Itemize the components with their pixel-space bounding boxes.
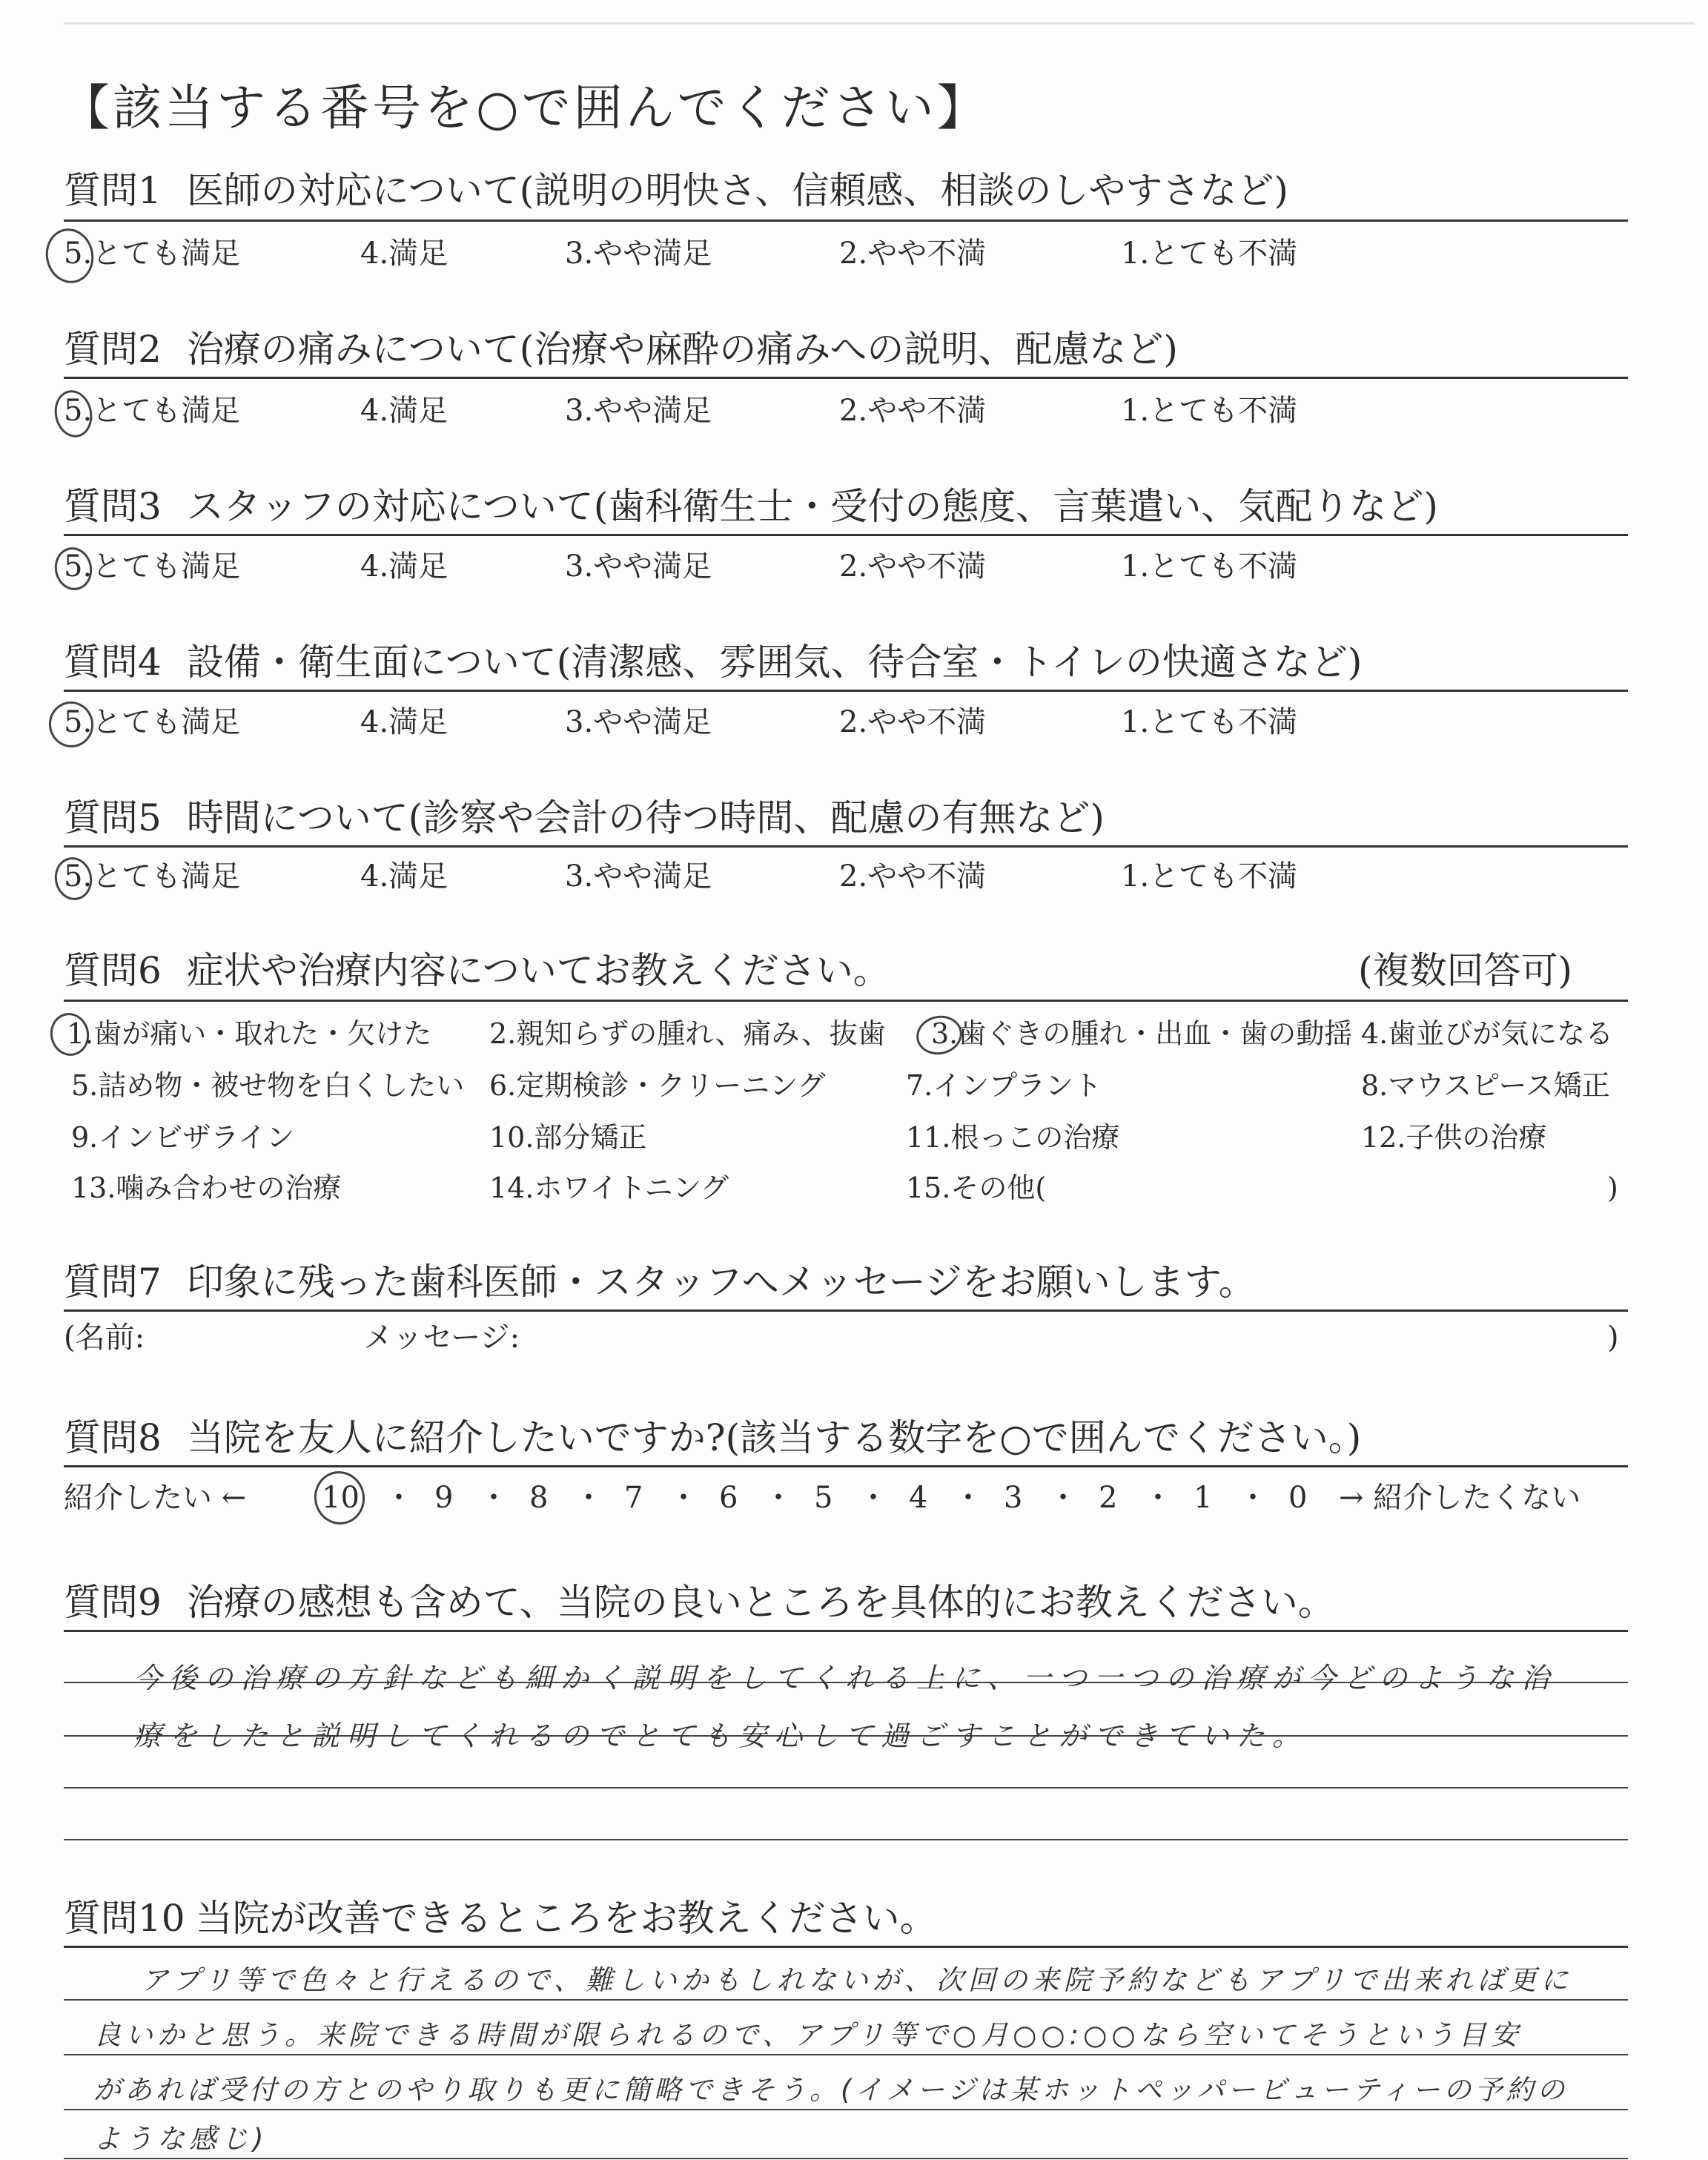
scale-6[interactable]: 6 bbox=[719, 1481, 738, 1515]
scale-8[interactable]: 8 bbox=[529, 1481, 549, 1515]
option-somewhat-satisfied[interactable]: 3.やや満足 bbox=[565, 705, 712, 739]
option-somewhat-dissatisfied[interactable]: 2.やや不満 bbox=[839, 705, 987, 739]
question-text: 症状や治療内容についてお教えください。 bbox=[186, 949, 890, 992]
question-number: 質問3 bbox=[64, 485, 162, 528]
message-label: メッセージ: bbox=[363, 1321, 520, 1355]
option-somewhat-satisfied[interactable]: 3.やや満足 bbox=[565, 394, 712, 428]
question-5-options bbox=[64, 854, 1628, 899]
question-text: 印象に残った歯科医師・スタッフへメッセージをお願いします。 bbox=[186, 1261, 1256, 1304]
recommend-scale bbox=[64, 1476, 1628, 1520]
question-4-options bbox=[64, 700, 1628, 744]
scale-10[interactable]: 10 bbox=[322, 1481, 360, 1515]
symptom-option-10[interactable]: 10.部分矯正 bbox=[489, 1121, 647, 1154]
scale-7[interactable]: 7 bbox=[624, 1481, 643, 1515]
option-satisfied[interactable]: 4.満足 bbox=[360, 705, 448, 739]
option-very-satisfied[interactable]: 5.とても満足 bbox=[64, 394, 241, 428]
question-number: 質問5 bbox=[64, 796, 162, 839]
question-text: 当院が改善できるところをお教えください。 bbox=[195, 1897, 937, 1940]
symptom-option-8[interactable]: 8.マウスピース矯正 bbox=[1361, 1069, 1610, 1102]
scale-right-label: → 紹介したくない bbox=[1339, 1481, 1581, 1515]
symptom-option-7[interactable]: 7.インプラント bbox=[906, 1069, 1102, 1102]
scale-dot: ・ bbox=[479, 1481, 509, 1515]
question-rule bbox=[64, 1630, 1628, 1632]
q10-answer-line-4: ような感じ) bbox=[93, 2123, 268, 2155]
scale-1[interactable]: 1 bbox=[1194, 1481, 1213, 1515]
option-somewhat-dissatisfied[interactable]: 2.やや不満 bbox=[839, 237, 987, 271]
question-rule bbox=[64, 1000, 1628, 1002]
question-1-title bbox=[64, 169, 1288, 212]
answer-line bbox=[64, 2054, 1628, 2055]
symptom-option-5[interactable]: 5.詰め物・被せ物を白くしたい bbox=[71, 1069, 465, 1102]
question-rule bbox=[64, 219, 1628, 222]
answer-line bbox=[64, 1787, 1628, 1789]
option-very-dissatisfied[interactable]: 1.とても不満 bbox=[1121, 549, 1298, 584]
question-3-title bbox=[64, 485, 1438, 528]
symptom-option-14[interactable]: 14.ホワイトニング bbox=[489, 1172, 729, 1204]
symptom-option-13[interactable]: 13.噛み合わせの治療 bbox=[71, 1172, 342, 1204]
question-3-options bbox=[64, 544, 1628, 589]
question-rule bbox=[64, 377, 1628, 379]
question-8-title bbox=[64, 1416, 1362, 1459]
question-number: 質問10 bbox=[64, 1897, 185, 1940]
answer-line bbox=[64, 2109, 1628, 2110]
option-very-dissatisfied[interactable]: 1.とても不満 bbox=[1121, 705, 1298, 739]
question-rule bbox=[64, 1946, 1628, 1948]
question-text: 治療の感想も含めて、当院の良いところを具体的にお教えください。 bbox=[186, 1581, 1335, 1624]
scale-0[interactable]: 0 bbox=[1288, 1481, 1308, 1515]
question-1-options bbox=[64, 231, 1628, 276]
option-very-satisfied[interactable]: 5.とても満足 bbox=[64, 859, 241, 894]
question-5-title bbox=[64, 796, 1105, 839]
symptom-option-2[interactable]: 2.親知らずの腫れ、痛み、抜歯 bbox=[489, 1017, 886, 1050]
question-text: 設備・衛生面について(清潔感、雰囲気、待合室・トイレの快適さなど) bbox=[186, 641, 1363, 684]
symptom-option-11[interactable]: 11.根っこの治療 bbox=[906, 1121, 1120, 1154]
option-very-dissatisfied[interactable]: 1.とても不満 bbox=[1121, 237, 1298, 271]
scale-9[interactable]: 9 bbox=[434, 1481, 454, 1515]
option-somewhat-dissatisfied[interactable]: 2.やや不満 bbox=[839, 549, 987, 584]
question-number: 質問8 bbox=[64, 1416, 162, 1459]
question-rule bbox=[64, 1309, 1628, 1312]
option-somewhat-dissatisfied[interactable]: 2.やや不満 bbox=[839, 394, 987, 428]
question-2-options bbox=[64, 389, 1628, 433]
scale-dot: ・ bbox=[1143, 1481, 1173, 1515]
scale-dot: ・ bbox=[669, 1481, 698, 1515]
option-very-satisfied[interactable]: 5.とても満足 bbox=[64, 549, 241, 584]
option-very-satisfied[interactable]: 5.とても満足 bbox=[64, 705, 241, 739]
top-border-line bbox=[64, 22, 1695, 24]
scale-dot: ・ bbox=[384, 1481, 414, 1515]
symptom-option-1[interactable]: 1.歯が痛い・取れた・欠けた bbox=[67, 1017, 432, 1050]
question-number: 質問6 bbox=[64, 949, 162, 992]
option-somewhat-dissatisfied[interactable]: 2.やや不満 bbox=[839, 859, 987, 894]
question-text: 当院を友人に紹介したいですか?(該当する数字を○で囲んでください。) bbox=[186, 1416, 1362, 1459]
question-text: 医師の対応について(説明の明快さ、信頼感、相談のしやすさなど) bbox=[186, 169, 1288, 212]
symptom-option-4[interactable]: 4.歯並びが気になる bbox=[1361, 1017, 1614, 1050]
question-number: 質問9 bbox=[64, 1581, 162, 1624]
option-satisfied[interactable]: 4.満足 bbox=[360, 549, 448, 584]
scale-dot: ・ bbox=[858, 1481, 888, 1515]
question-rule bbox=[64, 1465, 1628, 1467]
question-2-title bbox=[64, 328, 1178, 371]
message-close-paren: ) bbox=[1607, 1321, 1619, 1355]
question-number: 質問7 bbox=[64, 1261, 162, 1304]
scale-dot: ・ bbox=[574, 1481, 603, 1515]
scale-3[interactable]: 3 bbox=[1004, 1481, 1023, 1515]
q10-answer-line-2: 良いかと思う。来院できる時間が限られるので、アプリ等で○月○○:○○なら空いてそうという目安 bbox=[93, 2019, 1523, 2051]
question-text: 時間について(診察や会計の待つ時間、配慮の有無など) bbox=[186, 796, 1105, 839]
option-somewhat-satisfied[interactable]: 3.やや満足 bbox=[565, 549, 712, 584]
option-somewhat-satisfied[interactable]: 3.やや満足 bbox=[565, 859, 712, 894]
question-number: 質問1 bbox=[64, 169, 162, 212]
option-somewhat-satisfied[interactable]: 3.やや満足 bbox=[565, 237, 712, 271]
q9-handwritten-answer: 今後の治療の方針なども細かく説明をしてくれる上に、一つ一つの治療が今どのような治療をしたと説明してくれるのでとても安心して過ごすことができていた。 bbox=[133, 1662, 1558, 1752]
answer-line bbox=[64, 1839, 1628, 1840]
question-10-title bbox=[64, 1897, 937, 1940]
scale-2[interactable]: 2 bbox=[1099, 1481, 1118, 1515]
option-satisfied[interactable]: 4.満足 bbox=[360, 859, 448, 894]
question-rule bbox=[64, 534, 1628, 536]
symptom-option-3[interactable]: 3.歯ぐきの腫れ・出血・歯の動揺 bbox=[931, 1017, 1353, 1050]
question-number: 質問4 bbox=[64, 641, 162, 684]
other-close-paren: ) bbox=[1607, 1172, 1618, 1204]
answer-line bbox=[64, 1999, 1628, 2001]
question-rule bbox=[64, 690, 1628, 692]
scale-dot: ・ bbox=[1238, 1481, 1268, 1515]
question-4-title bbox=[64, 641, 1363, 684]
question-number: 質問2 bbox=[64, 328, 162, 371]
question-9-title bbox=[64, 1581, 1335, 1624]
symptom-option-15[interactable]: 15.その他( bbox=[906, 1172, 1047, 1204]
option-very-dissatisfied[interactable]: 1.とても不満 bbox=[1121, 394, 1298, 428]
option-satisfied[interactable]: 4.満足 bbox=[360, 394, 448, 428]
answer-line bbox=[64, 2158, 1628, 2159]
symptom-option-12[interactable]: 12.子供の治療 bbox=[1361, 1121, 1547, 1154]
question-rule bbox=[64, 845, 1628, 848]
q10-answer-line-3: があれば受付の方とのやり取りも更に簡略できそう。(イメージは某ホットペッパービューティーの予約の bbox=[93, 2074, 1569, 2106]
question-text: 治療の痛みについて(治療や麻酔の痛みへの説明、配慮など) bbox=[186, 328, 1178, 371]
scale-5[interactable]: 5 bbox=[814, 1481, 833, 1515]
symptom-option-6[interactable]: 6.定期検診・クリーニング bbox=[489, 1069, 826, 1102]
question-6-title bbox=[64, 949, 1628, 992]
symptom-option-9[interactable]: 9.インビザライン bbox=[71, 1121, 295, 1154]
scale-4[interactable]: 4 bbox=[909, 1481, 928, 1515]
option-very-satisfied[interactable]: 5.とても満足 bbox=[64, 237, 241, 271]
question-text: スタッフの対応について(歯科衛生士・受付の態度、言葉遣い、気配りなど) bbox=[186, 485, 1438, 528]
name-label: (名前: bbox=[64, 1321, 145, 1355]
option-very-dissatisfied[interactable]: 1.とても不満 bbox=[1121, 859, 1298, 894]
scale-left-label: 紹介したい ← bbox=[64, 1481, 247, 1515]
form-title: 【該当する番号を○で囲んでください】 bbox=[61, 79, 989, 136]
option-satisfied[interactable]: 4.満足 bbox=[360, 237, 448, 271]
multiple-answers-note: (複数回答可) bbox=[1358, 949, 1573, 992]
question-7-title bbox=[64, 1261, 1256, 1304]
q10-answer-line-1: アプリ等で色々と行えるので、難しいかもしれないが、次回の来院予約などもアプリで出来れば更に bbox=[141, 1964, 1573, 1996]
scale-dot: ・ bbox=[1048, 1481, 1078, 1515]
scale-dot: ・ bbox=[764, 1481, 793, 1515]
scale-dot: ・ bbox=[953, 1481, 983, 1515]
